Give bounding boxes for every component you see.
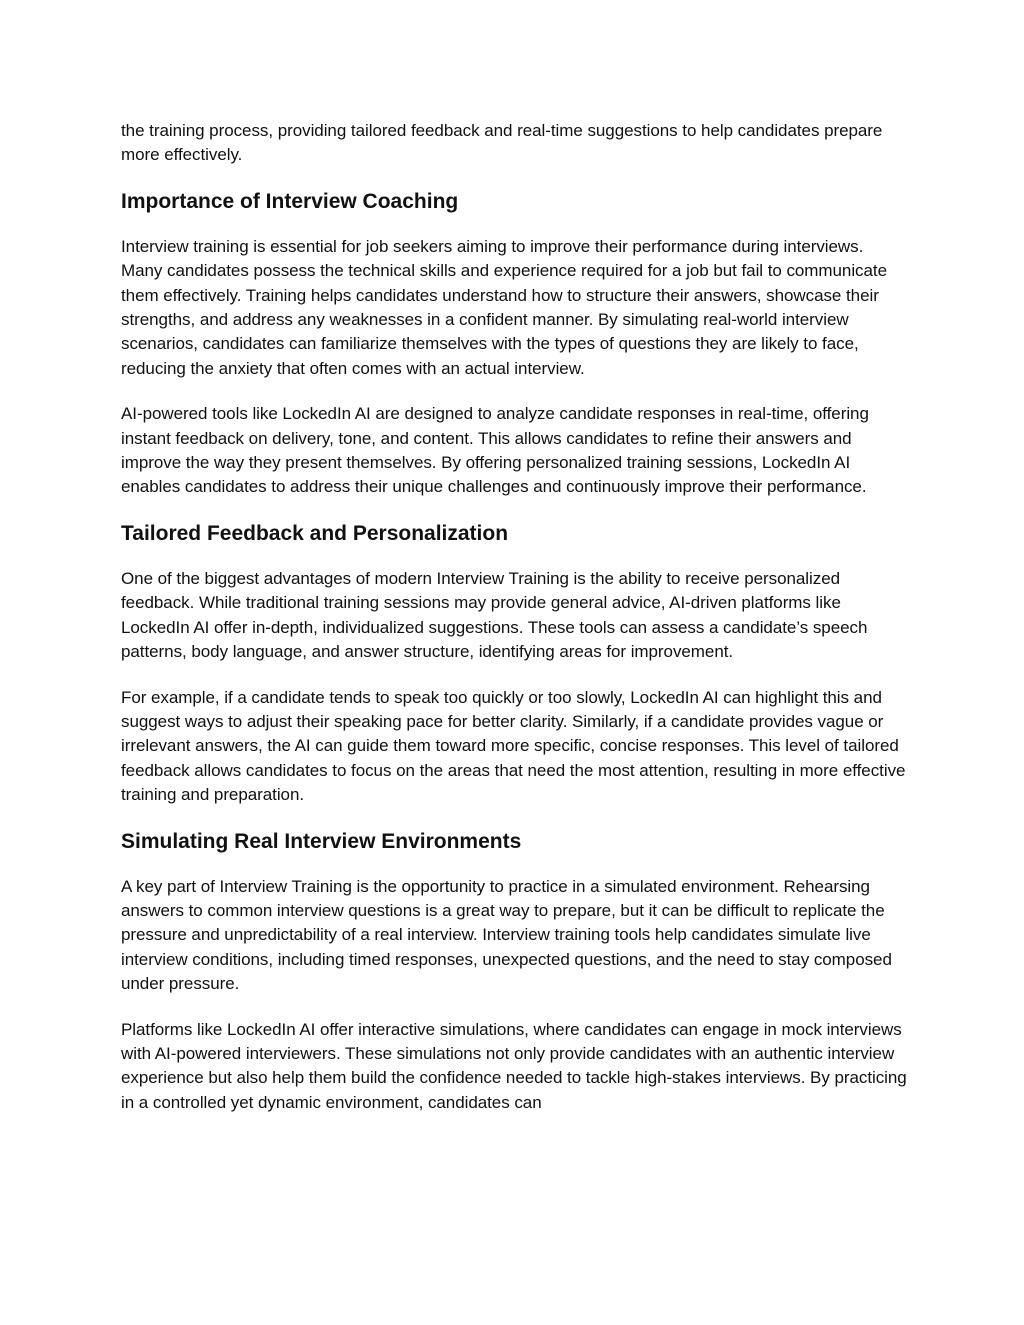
paragraph: A key part of Interview Training is the opportunity to practice in a simulated environment. Rehearsing answers to common interview questions is a great way to prepare, but it can be difficult to replicate the pressure and unpredictability of a real interview. Interview training tools help candidates simulate live interview conditions, including timed responses, unexpected questions, and the need to stay composed under pressure. [121, 876, 892, 994]
paragraph: One of the biggest advantages of modern Interview Training is the ability to receive personalized feedback. While traditional training sessions may provide general advice, AI-driven platforms like LockedIn AI offer in-depth, individualized suggestions. These tools can assess a candidate’s speech patterns, body language, and answer structure, identifying areas for improvement. [121, 568, 868, 662]
section-heading-tailored-feedback: Tailored Feedback and Personalization [121, 521, 509, 545]
paragraph: AI-powered tools like LockedIn AI are designed to analyze candidate responses in real-time, offering instant feedback on delivery, tone, and content. This allows candidates to refine their answers and improve the way they present themselves. By offering personalized training sessions, LockedIn AI enables candidates to address their unique challenges and continuously improve their performance. [121, 404, 869, 497]
intro-paragraph: the training process, providing tailored feedback and real-time suggestions to help candidates prepare more effectively. [121, 121, 883, 165]
document-page [121, 119, 907, 1115]
paragraph: Platforms like LockedIn AI offer interactive simulations, where candidates can engage in mock interviews with AI-powered interviewers. These simulations not only provide candidates with an authentic interview experience but also help them build the confidence needed to tackle high-stakes interviews. By practicing in a controlled yet dynamic environment, candidates can [121, 1019, 907, 1112]
paragraph: Interview training is essential for job seekers aiming to improve their performance during interviews. Many candidates possess the technical skills and experience required for a job but fail to communicate them effectively. Training helps candidates understand how to structure their answers, showcase their strengths, and address any weaknesses in a confident manner. By simulating real-world interview scenarios, candidates can familiarize themselves with the types of questions they are likely to face, reducing the anxiety that often comes with an actual interview. [121, 236, 887, 378]
section-heading-interview-coaching: Importance of Interview Coaching [121, 189, 459, 213]
section-heading-simulating-environments: Simulating Real Interview Environments [121, 829, 522, 853]
paragraph: For example, if a candidate tends to speak too quickly or too slowly, LockedIn AI can highlight this and suggest ways to adjust their speaking pace for better clarity. Similarly, if a candidate provides vague or irrelevant answers, the AI can guide them toward more specific, concise responses. This level of tailored feedback allows candidates to focus on the areas that need the most attention, resulting in more effective training and preparation. [121, 687, 906, 805]
